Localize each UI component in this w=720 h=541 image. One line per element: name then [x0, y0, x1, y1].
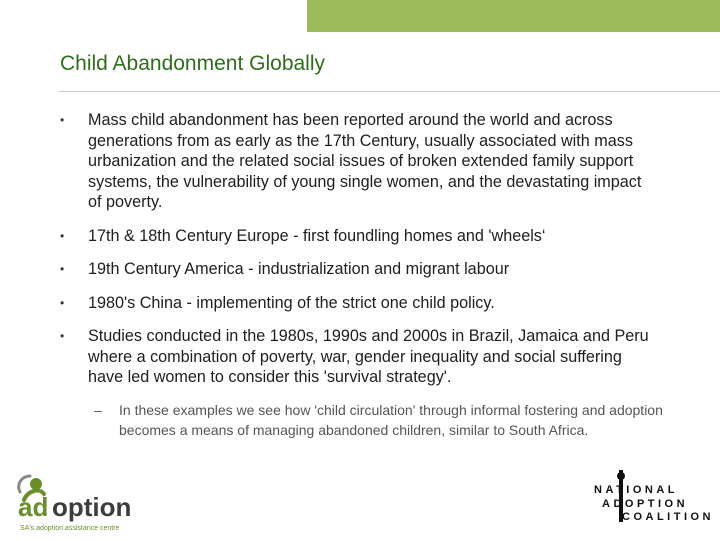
bullet-item — [58, 226, 658, 247]
bullet-marker: • — [60, 295, 65, 310]
bullet-list — [58, 110, 658, 401]
bullet-item — [58, 293, 658, 314]
slide-title: Child Abandonment Globally — [60, 52, 326, 75]
nac-line-3: COALITION — [622, 511, 714, 523]
bullet-marker: • — [60, 262, 65, 276]
bullet-text: Studies conducted in the 1980s, 1990s and 2000s in Brazil, Jamaica and Peru where a combination of poverty, war, gender inequality and social suffering have led women to consider this 'survival strategy'. — [88, 327, 649, 386]
bullet-marker: • — [60, 113, 65, 127]
logo-name-part1: ad — [18, 492, 49, 522]
bullet-marker: • — [60, 228, 65, 243]
title-divider — [58, 91, 720, 92]
nac-logo — [594, 470, 714, 523]
sub-bullet — [94, 401, 679, 440]
adoption-logo — [14, 470, 154, 536]
sub-bullet-text: In these examples we see how 'child circulation' through informal fostering and adoption becomes a means of managing abandoned children, similar to South Africa. — [119, 402, 663, 438]
sub-bullet-marker: – — [94, 402, 102, 418]
bullet-item — [58, 326, 658, 388]
bullet-item — [58, 259, 658, 280]
logo-name-part2: option — [52, 492, 132, 522]
bullet-text: 1980's China - implementing of the strict one child policy. — [88, 293, 495, 312]
bullet-marker: • — [60, 329, 65, 343]
adoption-logo-icon — [14, 470, 154, 536]
logo-tagline: SA's adoption assistance centre — [20, 525, 120, 532]
bullet-text: Mass child abandonment has been reported around the world and across generations from as early as the 17th Century, usually associated with mass urbanization and the related social issues of broken extended family support systems, the vulnerability of young single women, and the devastating impact of poverty. — [88, 111, 642, 211]
nac-line-1: NATIONAL — [594, 484, 679, 496]
bullet-text: 17th & 18th Century Europe - first foundling homes and 'wheels‘ — [88, 226, 546, 245]
bullet-item — [58, 110, 658, 213]
header-accent-bar — [307, 0, 720, 32]
bullet-text: 19th Century America - industrialization and migrant labour — [88, 260, 510, 278]
nac-line-2: ADOPTION — [602, 498, 689, 510]
